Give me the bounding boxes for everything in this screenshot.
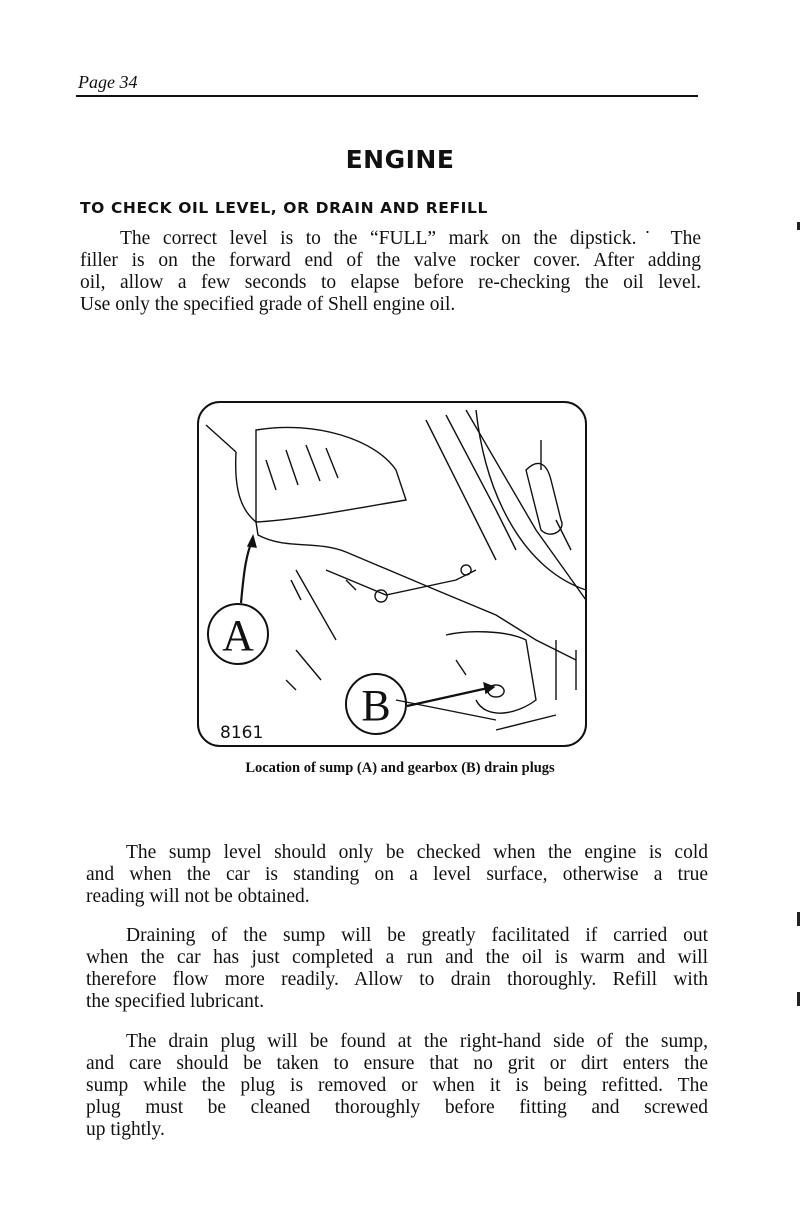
text-line: The sump level should only be checked when the engine is cold: [126, 842, 708, 863]
text-line: sump while the plug is removed or when it is being refitted. The: [86, 1075, 708, 1096]
text-line: up tightly.: [86, 1119, 165, 1140]
intro-paragraph: [80, 228, 701, 316]
text-line: Draining of the sump will be greatly facilitated if carried out: [126, 925, 708, 946]
figure-caption: Location of sump (A) and gearbox (B) drain plugs: [245, 760, 555, 776]
body-paragraph: [86, 1031, 708, 1141]
page-number: Page 34: [78, 72, 138, 92]
text-line: reading will not be obtained.: [86, 886, 310, 907]
text-line: The correct level is to the “FULL” mark on the dipstick.˙ The: [120, 228, 701, 249]
section-heading: TO CHECK OIL LEVEL, OR DRAIN AND REFILL: [80, 199, 488, 217]
label-a: A: [222, 611, 254, 660]
engine-sump-illustration: [196, 400, 588, 748]
figure-number: 8161: [220, 723, 264, 743]
header-rule: [76, 95, 698, 97]
text-line: oil, allow a few seconds to elapse before re-checking the oil level.: [80, 272, 701, 293]
text-line: the specified lubricant.: [86, 991, 265, 1012]
body-paragraph: [86, 842, 708, 908]
text-line: Use only the specified grade of Shell engine oil.: [80, 294, 456, 315]
text-line: filler is on the forward end of the valve rocker cover. After adding: [80, 250, 701, 271]
page-title: ENGINE: [345, 145, 455, 174]
text-line: and care should be taken to ensure that no grit or dirt enters the: [86, 1053, 708, 1074]
text-line: plug must be cleaned thoroughly before fitting and screwed: [86, 1097, 708, 1118]
body-paragraph: [86, 925, 708, 1013]
text-line: when the car has just completed a run and the oil is warm and will: [86, 947, 708, 968]
label-b: B: [361, 681, 391, 730]
text-line: therefore flow more readily. Allow to drain thoroughly. Refill with: [86, 969, 708, 990]
text-line: and when the car is standing on a level surface, otherwise a true: [86, 864, 708, 885]
text-line: The drain plug will be found at the right-hand side of the sump,: [126, 1031, 708, 1052]
